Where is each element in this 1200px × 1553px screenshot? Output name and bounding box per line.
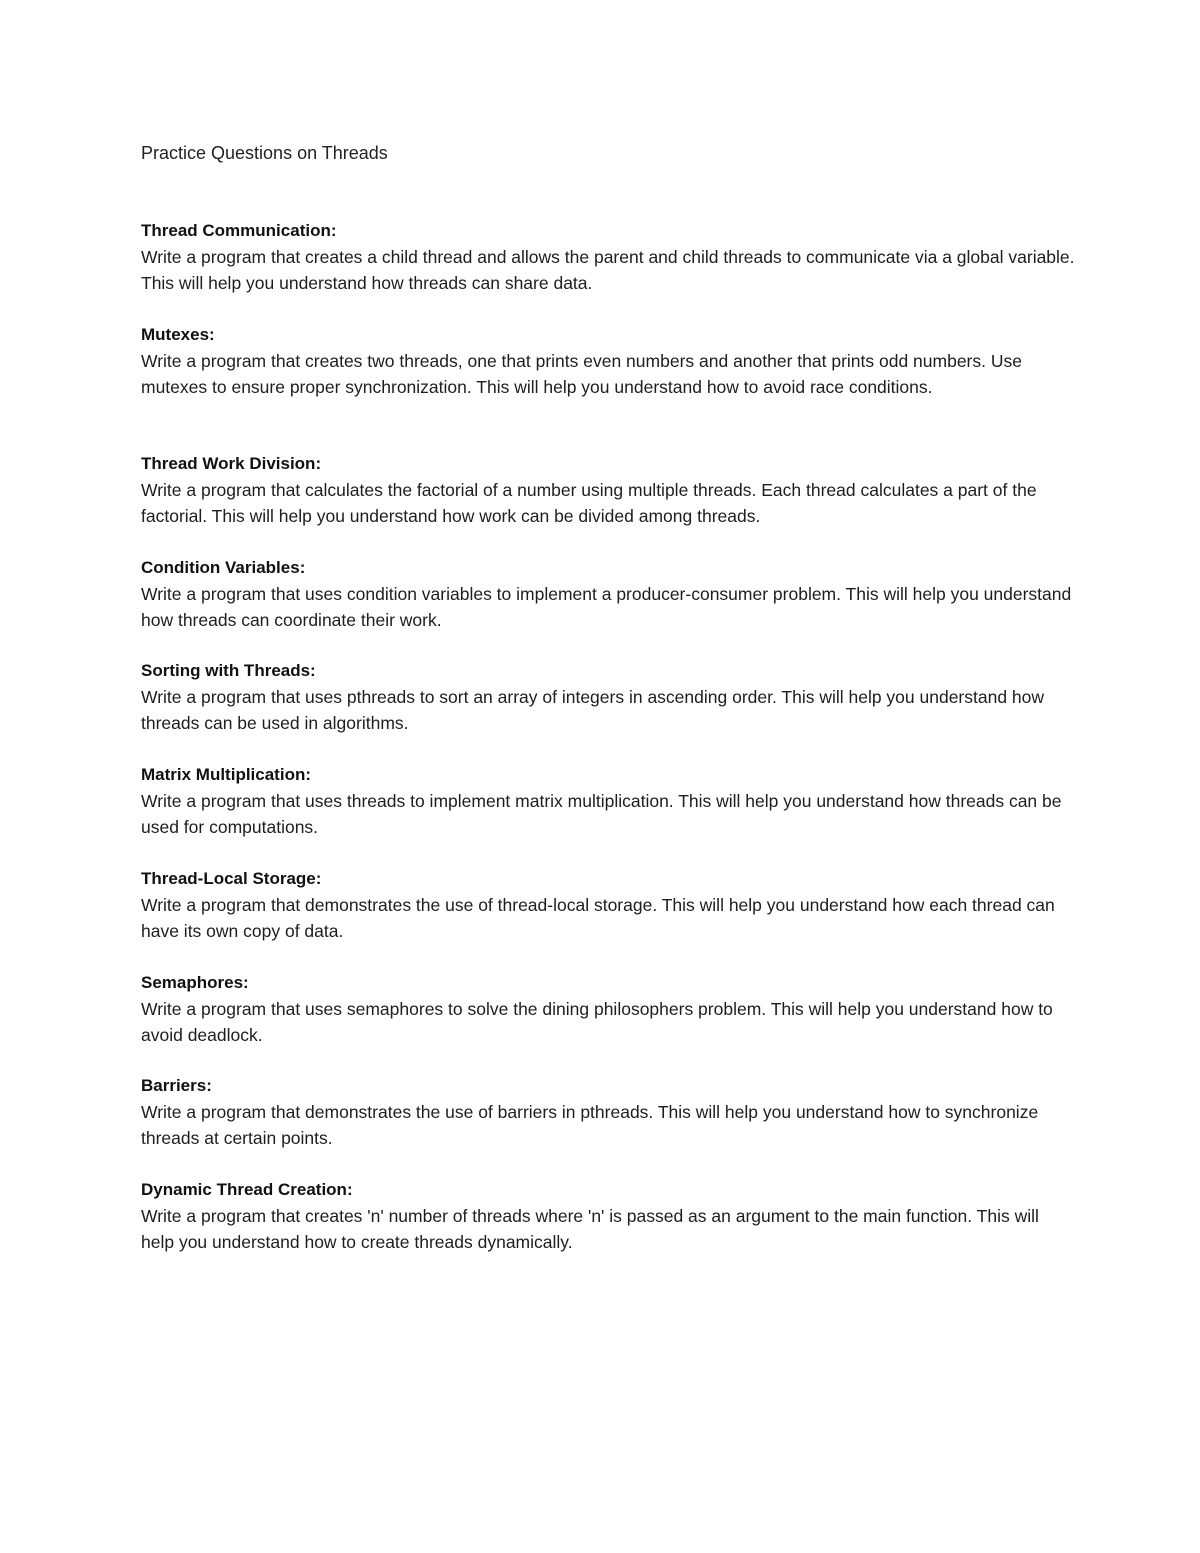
section-heading: Thread Communication: xyxy=(141,221,337,240)
section-body: Write a program that uses condition variables to implement a producer-consumer problem. This will help you understand how threads can coordinate their work. xyxy=(141,584,1072,630)
section-matrix-multiplication xyxy=(141,762,1076,840)
section-semaphores xyxy=(141,970,1076,1048)
section-body: Write a program that calculates the factorial of a number using multiple threads. Each thread calculates a part of the factorial. This will help you understand how work can be divided among threads. xyxy=(141,480,1037,526)
section-body: Write a program that creates 'n' number of threads where 'n' is passed as an argument to the main function. This will help you understand how to create threads dynamically. xyxy=(141,1206,1039,1252)
section-heading: Thread-Local Storage: xyxy=(141,869,322,888)
section-body: Write a program that demonstrates the use of barriers in pthreads. This will help you understand how to synchronize threads at certain points. xyxy=(141,1102,1039,1148)
section-body: Write a program that demonstrates the use of thread-local storage. This will help you understand how each thread can have its own copy of data. xyxy=(141,895,1055,941)
section-body: Write a program that uses pthreads to sort an array of integers in ascending order. This will help you understand how threads can be used in algorithms. xyxy=(141,687,1045,733)
section-body: Write a program that creates two threads, one that prints even numbers and another that prints odd numbers. Use mutexes to ensure proper synchronization. This will help you understand how to avoid race conditions. xyxy=(141,351,1022,397)
section-heading: Sorting with Threads: xyxy=(141,661,316,680)
section-heading: Thread Work Division: xyxy=(141,454,322,473)
section-thread-work-division xyxy=(141,451,1076,529)
section-heading: Mutexes: xyxy=(141,325,215,344)
section-condition-variables xyxy=(141,555,1076,633)
section-heading: Condition Variables: xyxy=(141,558,306,577)
section-dynamic-thread-creation xyxy=(141,1177,1076,1255)
section-heading: Semaphores: xyxy=(141,973,249,992)
section-mutexes xyxy=(141,322,1076,400)
section-thread-local-storage xyxy=(141,866,1076,944)
section-barriers xyxy=(141,1073,1076,1151)
section-body: Write a program that uses semaphores to solve the dining philosophers problem. This will help you understand how to avoid deadlock. xyxy=(141,999,1053,1045)
section-thread-communication xyxy=(141,218,1076,296)
section-body: Write a program that uses threads to implement matrix multiplication. This will help you understand how threads can be used for computations. xyxy=(141,791,1062,837)
section-sorting-with-threads xyxy=(141,658,1076,736)
section-heading: Barriers: xyxy=(141,1076,212,1095)
section-heading: Dynamic Thread Creation: xyxy=(141,1180,353,1199)
section-heading: Matrix Multiplication: xyxy=(141,765,311,784)
page-title: Practice Questions on Threads xyxy=(141,143,388,163)
section-body: Write a program that creates a child thread and allows the parent and child threads to communicate via a global variable. This will help you understand how threads can share data. xyxy=(141,247,1075,293)
